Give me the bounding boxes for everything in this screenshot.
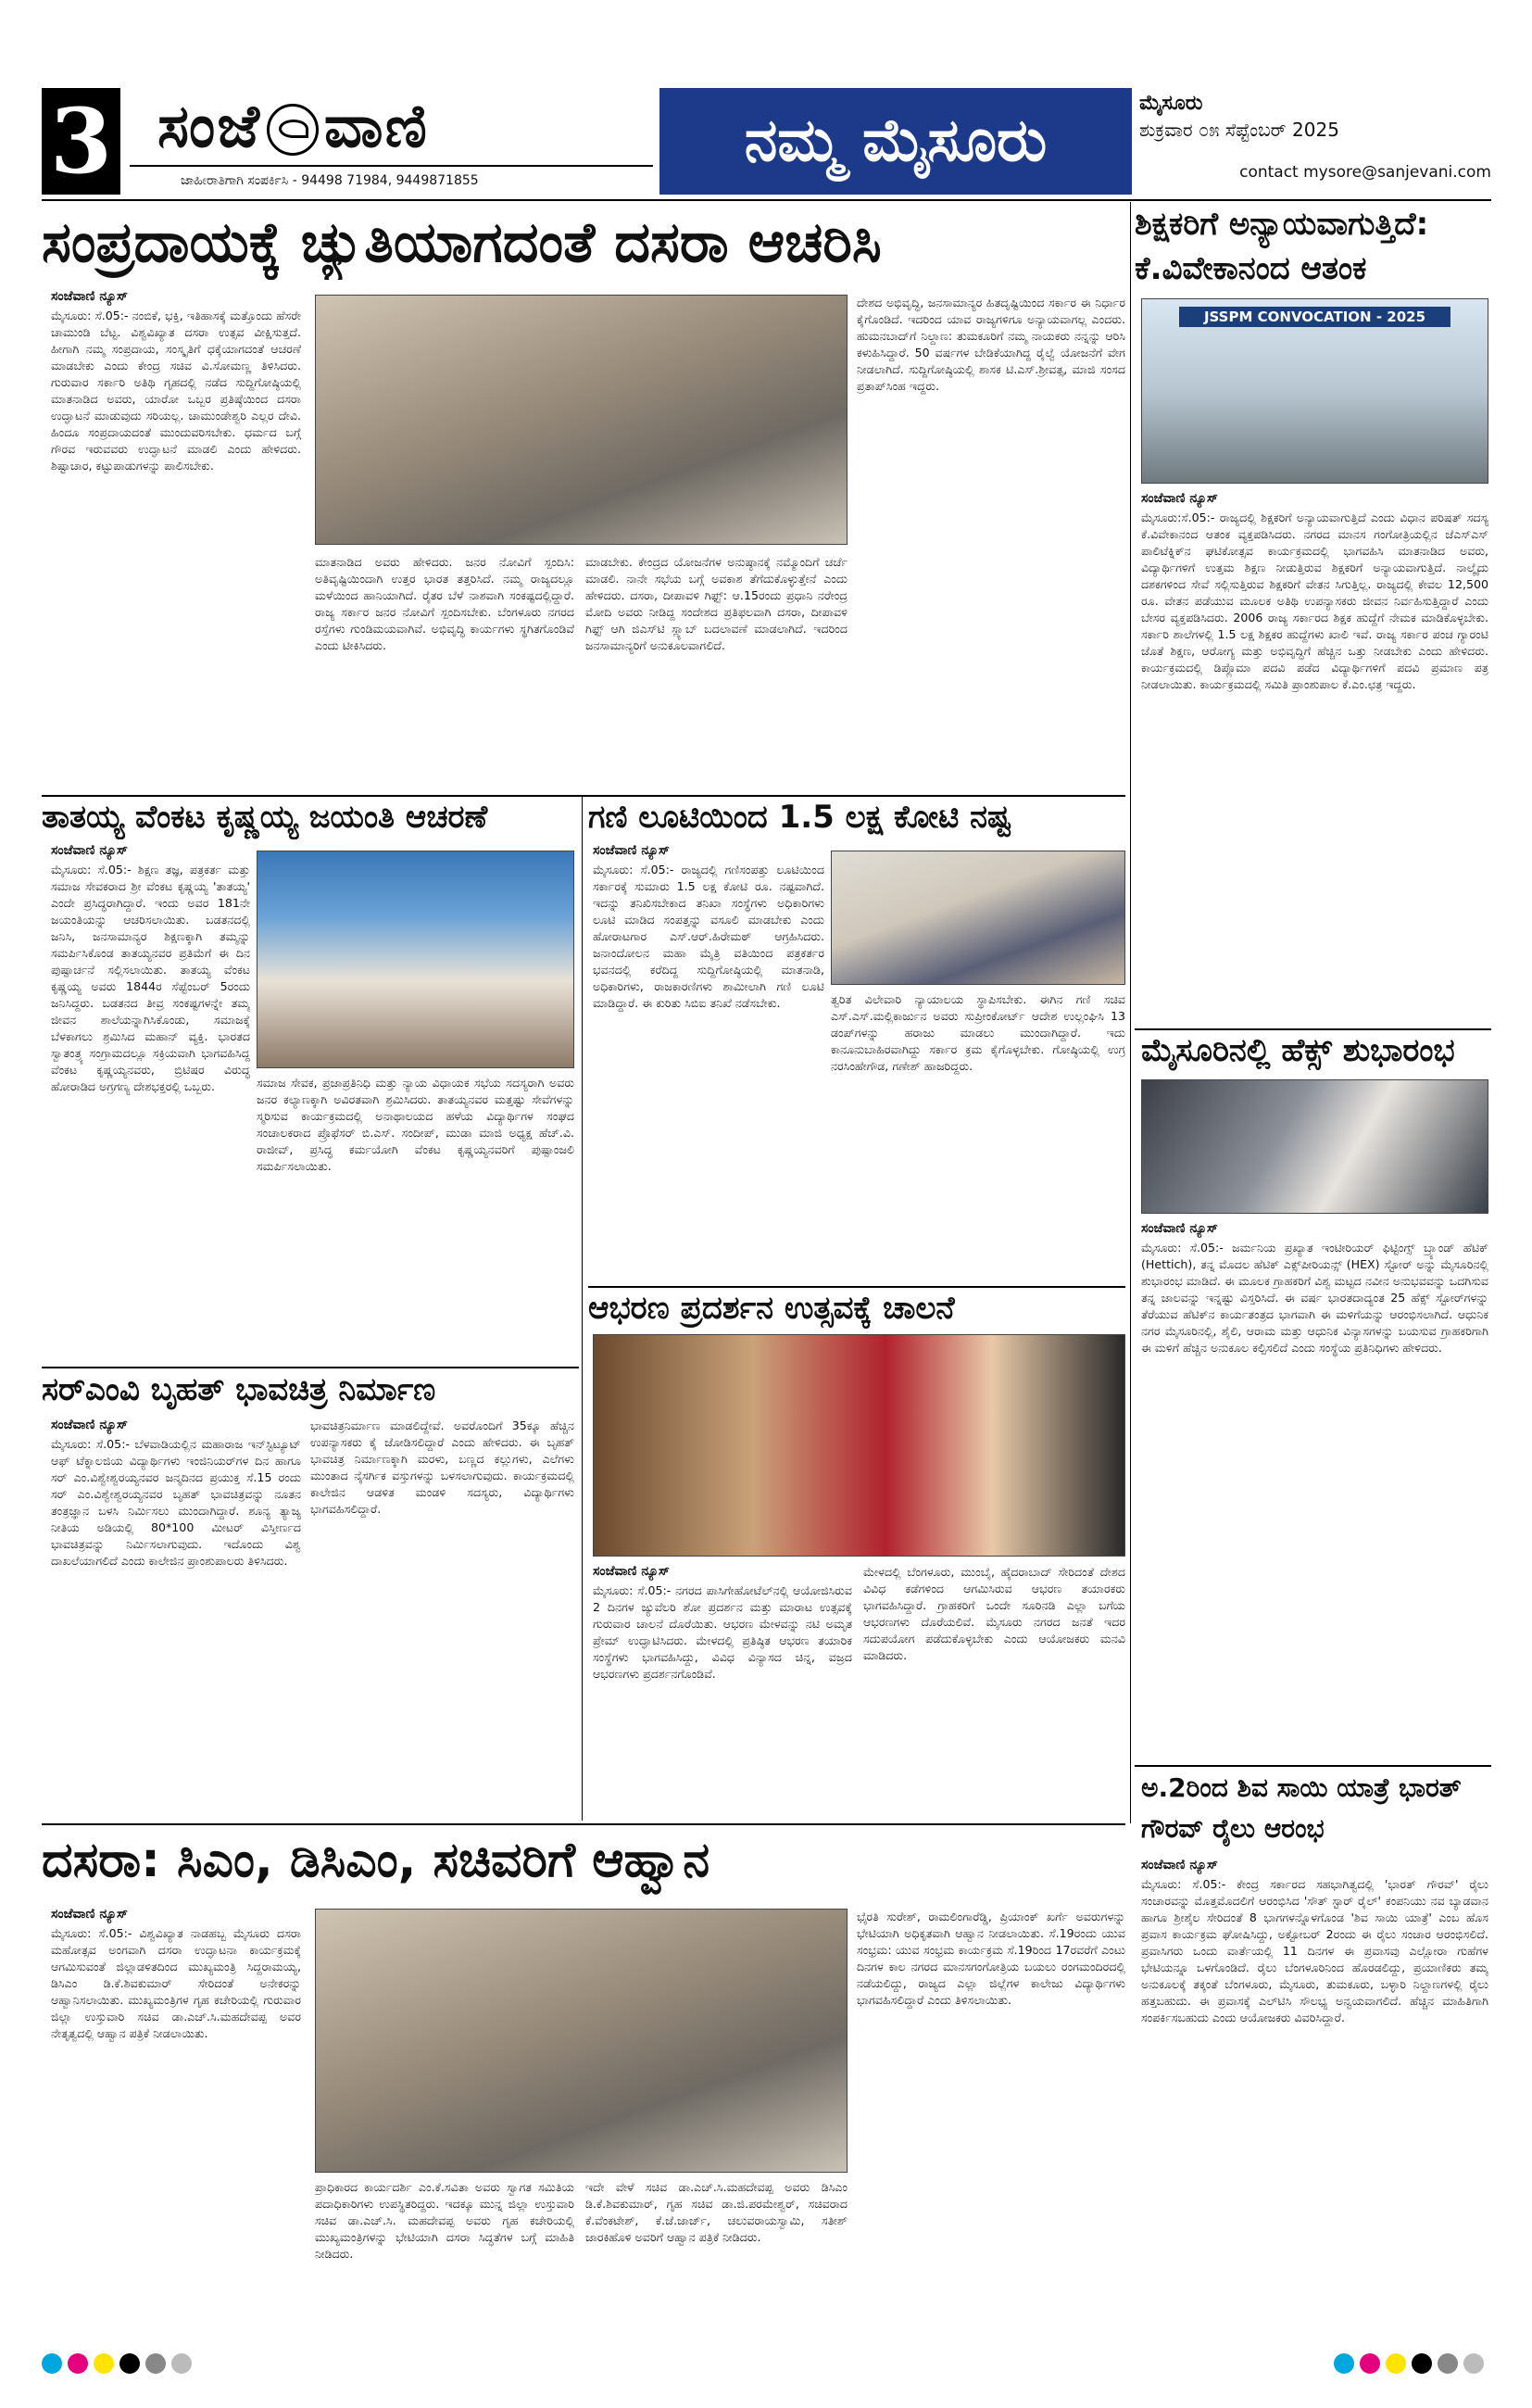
rule	[1135, 1765, 1491, 1767]
black-swatch	[119, 2353, 140, 2374]
hex-photo	[1141, 1079, 1488, 1214]
dasara-col4: ಭೈರತಿ ಸುರೇಶ್, ರಾಮಲಿಂಗಾರೆಡ್ಡಿ, ಪ್ರಿಯಾಂಕ್ ಖರ್ಗೆ ಅವರುಗಳನ್ನು ಭೇಟಿಯಾಗಿ ಅಧಿಕೃತವಾಗಿ ಆಹ್ವಾನ ನೀಡಲಾಯಿತು. ಸೆ.19ರಂದು ಯುವ ಸಂಭ್ರಮ: ಯುವ ಸಂಭ್ರಮ ಕಾರ್ಯಕ್ರಮ ಸೆ.19ರಿಂದ 17ರವರೆಗೆ ಎಂಟು ದಿನಗಳ ಕಾಲ ನಗರದ ಮಾನಸಗಂಗೋತ್ರಿಯ ಬಯಲು ರಂಗಮಂದಿರದಲ್ಲಿ ನಡೆಯಲಿದ್ದು, ರಾಜ್ಯದ ಎಲ್ಲಾ ಜಿಲ್ಲೆಗಳ ಕಾಲೇಜು ವಿದ್ಯಾರ್ಥಿಗಳು ಭಾಗವಹಿಸಲಿದ್ದಾರೆ ಎಂದು ತಿಳಿಸಲಾಯಿತು.	[857, 1910, 1125, 2007]
magenta-swatch	[68, 2353, 88, 2374]
jewel-photo	[593, 1334, 1125, 1557]
light-gray-swatch	[1463, 2353, 1484, 2374]
lead-col3: ಮಾಡಬೇಕು. ಕೇಂದ್ರದ ಯೋಜನೆಗಳ ಅನುಷ್ಠಾನಕ್ಕೆ ನಮ್ಮೊಂದಿಗೆ ಚರ್ಚೆ ಮಾಡಲಿ. ನಾನೇ ಸಭೆಯ ಬಗ್ಗೆ ಅವಕಾಶ ತೆಗೆದುಕೊಳ್ಳುತ್ತೇನೆ ಎಂದು ಹೇಳಿದರು. ದಸರಾ, ದೀಪಾವಳಿ ಗಿಫ್ಟ್: ಆ.15ರಂದು ಪ್ರಧಾನಿ ನರೇಂದ್ರ ಮೋದಿ ಅವರು ನೀಡಿದ್ದ ಸಂದೇಶದ ಪ್ರತಿಫಲವಾಗಿ ದಸರಾ, ದೀಪಾವಳಿ ಗಿಫ್ಟ್ ಆಗಿ ಜಿಎಸ್‌ಟಿ ಸ್ಲ್ಯಾಬ್ ಬದಲಾವಣೆ ಮಾಡಲಾಗಿದೆ. ಇದರಿಂದ ಜನಸಾಮಾನ್ಯರಿಗೆ ಅನುಕೂಲವಾಗಲಿದೆ.	[585, 555, 848, 652]
dasara-col1: ಮೈಸೂರು: ಸೆ.05:- ವಿಶ್ವವಿಖ್ಯಾತ ನಾಡಹಬ್ಬ ಮೈಸೂರು ದಸರಾ ಮಹೋತ್ಸವ ಅಂಗವಾಗಿ ದಸರಾ ಉದ್ಘಾಟನಾ ಕಾರ್ಯಕ್ರಮಕ್ಕೆ ಆಗಮಿಸುವಂತೆ ಜಿಲ್ಲಾಡಳಿತದಿಂದ ಮುಖ್ಯಮಂತ್ರಿ ಸಿದ್ದರಾಮಯ್ಯ, ಡಿಸಿಎಂ ಡಿ.ಕೆ.ಶಿವಕುಮಾರ್ ಸೇರಿದಂತೆ ಅನೇಕರನ್ನು ಆಹ್ವಾನಿಸಲಾಯಿತು. ಮುಖ್ಯಮಂತ್ರಿಗಳ ಗೃಹ ಕಚೇರಿಯಲ್ಲಿ ಗುರುವಾರ ಜಿಲ್ಲಾ ಉಸ್ತುವಾರಿ ಸಚಿವ ಡಾ.ಎಚ್.ಸಿ.ಮಹದೇವಪ್ಪ ಅವರ ನೇತೃತ್ವದಲ್ಲಿ ಆಹ್ವಾನ ಪತ್ರಿಕೆ ನೀಡಲಾಯಿತು.	[51, 1926, 301, 2040]
jewel-byline: ಸಂಜೆವಾಣಿ ನ್ಯೂಸ್	[593, 1564, 670, 1579]
teacher-headline: ಶಿಕ್ಷಕರಿಗೆ ಅನ್ಯಾಯವಾಗುತ್ತಿದೆ: ಕೆ.ವಿವೇಕಾನಂದ ಆತಂಕ	[1135, 206, 1429, 287]
tatayya-headline: ತಾತಯ್ಯ ವೆಂಕಟ ಕೃಷ್ಣಯ್ಯ ಜಯಂತಿ ಆಚರಣೆ	[42, 799, 488, 836]
mural-body: ಮೈಸೂರು: ಸೆ.05:- ಬೆಳವಾಡಿಯಲ್ಲಿನ ಮಹಾರಾಜ ಇನ್‌ಸ್ಟಿಟ್ಯೂಟ್ ಆಫ್ ಟೆಕ್ನಾಲಜಿಯ ವಿದ್ಯಾರ್ಥಿಗಳು ಇಂಜಿನಿಯರ್‌ಗಳ ದಿನ ಹಾಗೂ ಸರ್ ಎಂ.ವಿಶ್ವೇಶ್ವರಯ್ಯನವರ ಜನ್ಮದಿನದ ಪ್ರಯುಕ್ತ ಸೆ.15 ರಂದು ಸರ್ ಎಂ.ವಿಶ್ವೇಶ್ವರಯ್ಯನವರ ಬೃಹತ್ ಭಾವಚಿತ್ರವನ್ನು ನೂತನ ತಂತ್ರಜ್ಞಾನ ಬಳಸಿ ನಿರ್ಮಿಸಲು ಮುಂದಾಗಿದ್ದಾರೆ. ಶೂನ್ಯ ತ್ಯಾಜ್ಯ ನೀತಿಯ ಅಡಿಯಲ್ಲಿ 80*100 ಮೀಟರ್ ವಿಸ್ತೀರ್ಣದ ಭಾವಚಿತ್ರವನ್ನು ನಿರ್ಮಿಸಲಾಗುವುದು. ಇದೊಂದು ವಿಶ್ವ ದಾಖಲೆಯಾಗಲಿದೆ ಎಂದು ಕಾಲೇಜಿನ ಪ್ರಾಂಶುಪಾಲರು ತಿಳಿಸಿದರು.	[51, 1437, 301, 1568]
loot-body: ಮೈಸೂರು: ಸೆ.05:- ರಾಜ್ಯದಲ್ಲಿ ಗಣಿಸಂಪತ್ತು ಲೂಟಿಯಿಂದ ಸರ್ಕಾರಕ್ಕೆ ಸುಮಾರು 1.5 ಲಕ್ಷ ಕೋಟಿ ರೂ. ನಷ್ಟವಾಗಿದೆ. ಇದನ್ನು ತನಿಖಿಸಬೇಕಾದ ತನಿಖಾ ಸಂಸ್ಥೆಗಳು ಅಧಿಕಾರಿಗಳು ಲೂಟಿ ಮಾಡಿದ ಸಂಪತ್ತನ್ನು ವಸೂಲಿ ಮಾಡಬೇಕು ಎಂದು ಹೋರಾಟಗಾರ ಎಸ್.ಆರ್.ಹಿರೇಮಠ್ ಆಗ್ರಹಿಸಿದರು. ಜನಾಂದೋಲನ ಮಹಾ ಮೈತ್ರಿ ವತಿಯಿಂದ ಪತ್ರಕರ್ತರ ಭವನದಲ್ಲಿ ಕರೆದಿದ್ದ ಸುದ್ದಿಗೋಷ್ಠಿಯಲ್ಲಿ ಮಾತನಾಡಿ, ಅಧಿಕಾರಿಗಳು, ರಾಜಕಾರಣಿಗಳು ಶಾಮೀಲಾಗಿ ಗಣಿ ಲೂಟಿ ಮಾಡಿದ್ದಾರೆ. ಈ ಕುರಿತು ಸಿಬಿಐ ತನಿಖೆ ನಡೆಸಬೇಕು.	[593, 863, 824, 1010]
lead-byline: ಸಂಜೆವಾಣಿ ನ್ಯೂಸ್	[51, 289, 128, 304]
section-title: ನಮ್ಮ ಮೈಸೂರು	[659, 88, 1132, 195]
dove-icon	[267, 104, 319, 156]
tatayya-byline: ಸಂಜೆವಾಣಿ ನ್ಯೂಸ್	[51, 843, 128, 858]
cyan-swatch	[42, 2353, 62, 2374]
column-divider	[1130, 202, 1131, 1823]
train-headline: ಅ.2ರಿಂದ ಶಿವ ಸಾಯಿ ಯಾತ್ರೆ ಭಾರತ್ ಗೌರವ್ ರೈಲು ಆರಂಭ	[1141, 1772, 1462, 1844]
dasara-col3: ಇದೇ ವೇಳೆ ಸಚಿವ ಡಾ.ಎಚ್.ಸಿ.ಮಹದೇವಪ್ಪ ಅವರು ಡಿಸಿಎಂ ಡಿ.ಕೆ.ಶಿವಕುಮಾರ್, ಗೃಹ ಸಚಿವ ಡಾ.ಜಿ.ಪರಮೇಶ್ವರ್, ಸಚಿವರಾದ ಕೆ.ವೆಂಕಟೇಶ್, ಕೆ.ಜೆ.ಜಾರ್ಜ್, ಚಲುವರಾಯಸ್ವಾಮಿ, ಸತೀಶ್ ಜಾರಕಿಹೊಳಿ ಅವರಿಗೆ ಆಹ್ವಾನ ಪತ್ರಿಕೆ ನೀಡಿದರು.	[585, 2180, 848, 2244]
jewel-body: ಮೈಸೂರು: ಸೆ.05:- ನಗರದ ಪಾಸಿಗೇಹೋಟೆಲ್‌ನಲ್ಲಿ ಆಯೋಜಿಸಿರುವ 2 ದಿನಗಳ ಜ್ಯುವೆಲರಿ ಶೋ ಪ್ರದರ್ಶನ ಮತ್ತು ಮಾರಾಟ ಉತ್ಸವಕ್ಕೆ ಗುರುವಾರ ಚಾಲನೆ ದೊರೆಯಿತು. ಆಭರಣ ಮೇಳವನ್ನು ನಟಿ ಅಮೃತ ಪ್ರೇಮ್ ಉದ್ಘಾಟಿಸಿದರು. ಮೇಳದಲ್ಲಿ ಪ್ರತಿಷ್ಠಿತ ಆಭರಣ ತಯಾರಿಕ ಸಂಸ್ಥೆಗಳು ಭಾಗವಹಿಸಿದ್ದು, ವಿವಿಧ ವಿನ್ಯಾಸದ ಚಿನ್ನ, ವಜ್ರದ ಆಭರಣಗಳು ಪ್ರದರ್ಶನಗೊಂಡಿವೆ.	[593, 1583, 852, 1681]
convocation-banner: JSSPM CONVOCATION - 2025	[1179, 307, 1450, 327]
jewel-body2: ಮೇಳದಲ್ಲಿ ಬೆಂಗಳೂರು, ಮುಂಬೈ, ಹೈದರಾಬಾದ್ ಸೇರಿದಂತೆ ದೇಶದ ವಿವಿಧ ಕಡೆಗಳಿಂದ ಆಗಮಿಸಿರುವ ಆಭರಣ ತಯಾರಕರು ಭಾಗವಹಿಸಿದ್ದಾರೆ. ಗ್ರಾಹಕರಿಗೆ ಒಂದೇ ಸೂರಿನಡಿ ಎಲ್ಲಾ ಬಗೆಯ ಆಭರಣಗಳು ದೊರೆಯಲಿವೆ. ಮೈಸೂರು ನಗರದ ಜನತೆ ಇದರ ಸದುಪಯೋಗ ಪಡೆದುಕೊಳ್ಳಬೇಕು ಎಂದು ಆಯೋಜಕರು ಮನವಿ ಮಾಡಿದರು.	[863, 1565, 1125, 1662]
dasara-headline: ದಸರಾ: ಸಿಎಂ, ಡಿಸಿಎಂ, ಸಚಿವರಿಗೆ ಆಹ್ವಾನ	[42, 1833, 710, 1888]
hex-body: ಮೈಸೂರು: ಸೆ.05:- ಜರ್ಮನಿಯ ಪ್ರಖ್ಯಾತ ಇಂಟೀರಿಯರ್ ಫಿಟ್ಟಿಂಗ್ಸ್ ಬ್ರ್ಯಾಂಡ್ ಹೆಟಿಕ್ (Hettich), ತನ್ನ ಮೊದಲ ಹೆಟಿಕ್ ಎಕ್ಸ್‌ಪೀರಿಯನ್ಸ್ (HEX) ಸ್ಟೋರ್ ಅನ್ನು ಮೈಸೂರಿನಲ್ಲಿ ಶುಭಾರಂಭ ಮಾಡಿದೆ. ಈ ಮೂಲಕ ಗ್ರಾಹಕರಿಗೆ ವಿಶ್ವ ಮಟ್ಟದ ನವೀನ ಅನುಭವವನ್ನು ಒದಗಿಸುವ ತನ್ನ ಜಾಲವನ್ನು ಇನ್ನಷ್ಟು ವಿಸ್ತರಿಸಿದೆ. ಈ ವರ್ಷ ಭಾರತದಾದ್ಯಂತ 25 ಹೆಕ್ಸ್ ಸ್ಟೋರ್‌ಗಳನ್ನು ತೆರೆಯುವ ಹೆಟಿಕ್‌ನ ಕಾರ್ಯತಂತ್ರದ ಭಾಗವಾಗಿ ಈ ಮಳಿಗೆಯನ್ನು ಆರಂಭಿಸಲಾಗಿದೆ. ಆಧುನಿಕ ನಗರ ಮೈಸೂರಿನಲ್ಲಿ, ಶೈಲಿ, ಆರಾಮ ಮತ್ತು ಆಧುನಿಕ ವಿನ್ಯಾಸಗಳನ್ನು ಬಯಸುವ ಗ್ರಾಹಕರಿಗಾಗಿ ಈ ಮಳಿಗೆ ಹೆಚ್ಚಿನ ಅನುಕೂಲ ಕಲ್ಪಿಸಲಿದೆ ಎಂದು ಸಂಸ್ಥೆಯ ಪ್ರತಿನಿಧಿಗಳು ಹೇಳಿದರು.	[1141, 1241, 1488, 1355]
yellow-swatch	[1386, 2353, 1406, 2374]
mural-byline: ಸಂಜೆವಾಣಿ ನ್ಯೂಸ್	[51, 1418, 128, 1432]
header-rule	[42, 199, 1491, 201]
city-label: ಮೈಸೂರು	[1139, 92, 1203, 115]
color-registration-left	[42, 2353, 320, 2381]
light-gray-swatch	[171, 2353, 192, 2374]
dateline	[1139, 88, 1491, 195]
teacher-byline: ಸಂಜೆವಾಣಿ ನ್ಯೂಸ್	[1141, 491, 1218, 506]
date-label: ಶುಕ್ರವಾರ ೦೫ ಸೆಪ್ಟೆಂಬರ್ 2025	[1139, 119, 1339, 141]
gray-swatch	[145, 2353, 166, 2374]
hex-headline: ಮೈಸೂರಿನಲ್ಲಿ ಹೆಕ್ಸ್ ಶುಭಾರಂಭ	[1141, 1032, 1455, 1069]
gray-swatch	[1438, 2353, 1458, 2374]
jewel-headline: ಆಭರಣ ಪ್ರದರ್ಶನ ಉತ್ಸವಕ್ಕೆ ಚಾಲನೆ	[588, 1290, 955, 1327]
tatayya-photo	[257, 851, 574, 1068]
color-registration-right	[1334, 2353, 1501, 2381]
mural-body2: ಭಾವಚಿತ್ರನಿರ್ಮಾಣ ಮಾಡಲಿದ್ದೇವೆ. ಅವರೊಂದಿಗೆ 35ಕ್ಕೂ ಹೆಚ್ಚಿನ ಉಪನ್ಯಾಸಕರು ಕೈ ಜೋಡಿಸಲಿದ್ದಾರೆ ಎಂದು ಹೇಳಿದರು. ಈ ಬೃಹತ್ ಭಾವಚಿತ್ರ ನಿರ್ಮಾಣಕ್ಕಾಗಿ ಮರಳು, ಬಣ್ಣದ ಕಲ್ಲುಗಳು, ಎಲೆಗಳು ಮುಂತಾದ ನೈಸರ್ಗಿಕ ವಸ್ತುಗಳನ್ನು ಬಳಸಲಾಗುವುದು. ಕಾರ್ಯಕ್ರಮದಲ್ಲಿ ಕಾಲೇಜಿನ ಆಡಳಿತ ಮಂಡಳಿ ಸದಸ್ಯರು, ವಿದ್ಯಾರ್ಥಿಗಳು ಭಾಗವಹಿಸಲಿದ್ದಾರೆ.	[310, 1418, 574, 1516]
lead-photo	[315, 295, 848, 545]
teacher-body: ಮೈಸೂರು:ಸೆ.05:- ರಾಜ್ಯದಲ್ಲಿ ಶಿಕ್ಷಕರಿಗೆ ಅನ್ಯಾಯವಾಗುತ್ತಿದೆ ಎಂದು ವಿಧಾನ ಪರಿಷತ್ ಸದಸ್ಯ ಕೆ.ವಿವೇಕಾನಂದ ಆತಂಕ ವ್ಯಕ್ತಪಡಿಸಿದರು. ನಗರದ ಮಾನಸ ಗಂಗೋತ್ರಿಯಲ್ಲಿನ ಜೆಎಸ್‌ಎಸ್ ಪಾಲಿಟೆಕ್ನಿಕ್‌ನ ಘಟಿಕೋತ್ಸವ ಕಾರ್ಯಕ್ರಮದಲ್ಲಿ ಭಾಗವಹಿಸಿ ಮಾತನಾಡಿದ ಅವರು, ವಿದ್ಯಾರ್ಥಿಗಳಿಗೆ ಉತ್ತಮ ಶಿಕ್ಷಣ ನೀಡುತ್ತಿರುವ ಶಿಕ್ಷಕರಿಗೆ ಅನ್ಯಾಯವಾಗುತ್ತಿದೆ. ನಾಲ್ಕೈದು ದಶಕಗಳಿಂದ ಸೇವೆ ಸಲ್ಲಿಸುತ್ತಿರುವ ಶಿಕ್ಷಕರಿಗೆ ವೇತನ ಸಿಗುತ್ತಿಲ್ಲ. ರಾಜ್ಯದಲ್ಲಿ ಕೇವಲ 12,500 ರೂ. ವೇತನ ಪಡೆಯುವ ಮೂಲಕ ಅತಿಥಿ ಉಪನ್ಯಾಸಕರು ಜೀವನ ನಿರ್ವಹಿಸುತ್ತಿದ್ದಾರೆ ಎಂದು ಬೇಸರ ವ್ಯಕ್ತಪಡಿಸಿದರು. 2006 ರಾಜ್ಯ ಸರ್ಕಾರದ ಶಿಕ್ಷಕ ಹುದ್ದೆಗೆ ನೇಮಕ ಮಾಡಿಕೊಳ್ಳಬೇಕು. ಸರ್ಕಾರಿ ಶಾಲೆಗಳಲ್ಲಿ 1.5 ಲಕ್ಷ ಶಿಕ್ಷಕರ ಹುದ್ದೆಗಳು ಖಾಲಿ ಇವೆ. ರಾಜ್ಯ ಸರ್ಕಾರ ಪಂಚ ಗ್ಯಾರಂಟಿ ಜೊತೆ ಶಿಕ್ಷಣ, ಆರೋಗ್ಯ ಮತ್ತು ಅಭಿವೃದ್ಧಿಗೆ ಹೆಚ್ಚಿನ ಒತ್ತು ನೀಡಬೇಕು ಎಂದು ಹೇಳಿದರು. ಕಾರ್ಯಕ್ರಮದಲ್ಲಿ ಡಿಪ್ಲೊಮಾ ಪದವಿ ಪಡೆದ ವಿದ್ಯಾರ್ಥಿಗಳಿಗೆ ಪದವಿ ಪ್ರಮಾಣ ಪತ್ರ ನೀಡಲಾಯಿತು. ಕಾರ್ಯಕ್ರಮದಲ್ಲಿ ಸಮಿತಿ ಪ್ರಾಂಶುಪಾಲ ಕೆ.ಎಂ.ಛತ್ರ ಇದ್ದರು.	[1141, 511, 1488, 691]
hex-byline: ಸಂಜೆವಾಣಿ ನ್ಯೂಸ್	[1141, 1221, 1218, 1236]
rule	[42, 1367, 579, 1368]
loot-body2: ತ್ವರಿತ ವಿಲೇವಾರಿ ನ್ಯಾಯಾಲಯ ಸ್ಥಾಪಿಸಬೇಕು. ಈಗಿನ ಗಣಿ ಸಚಿವ ಎಸ್.ಎಸ್.ಮಲ್ಲಿಕಾರ್ಜುನ ಅವರು ಸುಪ್ರೀಂಕೋರ್ಟ್ ಆದೇಶ ಉಲ್ಲಂಘಿಸಿ 13 ಡಂಪ್‌ಗಳನ್ನು ಹರಾಜು ಮಾಡಲು ಮುಂದಾಗಿದ್ದಾರೆ. ಇದು ಕಾನೂನುಬಾಹಿರವಾಗಿದ್ದು ಸರ್ಕಾರ ಕ್ರಮ ಕೈಗೊಳ್ಳಬೇಕು. ಗೋಷ್ಠಿಯಲ್ಲಿ ಉಗ್ರ ನರಸಿಂಹೇಗೌಡ, ಗಣೇಶ್ ಹಾಜರಿದ್ದರು.	[831, 992, 1125, 1073]
teacher-photo	[1141, 298, 1488, 484]
train-byline: ಸಂಜೆವಾಣಿ ನ್ಯೂಸ್	[1141, 1858, 1218, 1872]
mural-headline: ಸರ್‌ಎಂವಿ ಬೃಹತ್ ಭಾವಚಿತ್ರ ನಿರ್ಮಾಣ	[42, 1371, 436, 1408]
train-body: ಮೈಸೂರು: ಸೆ.05:- ಕೇಂದ್ರ ಸರ್ಕಾರದ ಸಹಭಾಗಿತ್ವದಲ್ಲಿ 'ಭಾರತ್ ಗೌರವ್' ರೈಲು ಸಂಚಾರವನ್ನು ಮೊತ್ತಮೊದಲಿಗೆ ಆರಂಭಿಸಿದ 'ಸೌತ್ ಸ್ಟಾರ್ ರೈಲ್' ಕಂಪನಿಯು ನವ ಬ್ಯಾಡವಾನ ಹಾಗೂ ಶ್ರೀಶೈಲ ಸೇರಿದಂತೆ 8 ಭಾಗಗಳನ್ನೊಳಗೊಂಡ 'ಶಿವ ಸಾಯಿ ಯಾತ್ರೆ' ಎಂಬ ಹೊಸ ಪ್ರವಾಸ ಕಾರ್ಯಕ್ರಮ ಘೋಷಿಸಿದ್ದು, ಅಕ್ಟೋಬರ್ 2ರಂದು ಈ ರೈಲು ಸಂಚಾರ ಆರಂಭಿಸಲಿದೆ. ಪ್ರವಾಸಿಗರು ಒಂದು ವಾರ್ತೆಯಲ್ಲಿ 11 ದಿನಗಳ ಈ ಪ್ರವಾಸವು ಎಲ್ಲೋರಾ ಗುಹೆಗಳ ಭೇಟಿಯನ್ನೂ ಒಳಗೊಂಡಿದೆ. ರೈಲು ಬೆಂಗಳೂರಿನಿಂದ ಹೊರಡಲಿದ್ದು, ಪ್ರಯಾಣಿಕರು ತಮ್ಮ ಅನುಕೂಲಕ್ಕೆ ತಕ್ಕಂತೆ ಬೆಂಗಳೂರು, ಮೈಸೂರು, ತುಮಕೂರು, ಬಳ್ಳಾರಿ ನಿಲ್ದಾಣಗಳಲ್ಲಿ ರೈಲು ಹತ್ತಬಹುದು. ಈ ಪ್ರವಾಸಕ್ಕೆ ಎಲ್‌ಟಿಸಿ ಸೌಲಭ್ಯ ಅನ್ವಯವಾಗಲಿದೆ. ಹೆಚ್ಚಿನ ಮಾಹಿತಿಗಾಗಿ ಸಂಪರ್ಕಿಸಬಹುದು ಎಂದು ಆಯೋಜಕರು ವಿವರಿಸಿದ್ದಾರೆ.	[1141, 1877, 1488, 2024]
masthead-right: ವಾಣಿ	[323, 93, 429, 161]
ad-contact: ಜಾಹೀರಾತಿಗಾಗಿ ಸಂಪರ್ಕಿಸಿ - 94498 71984, 9449871855	[181, 173, 479, 188]
tatayya-body2: ಸಮಾಜ ಸೇವಕ, ಪ್ರಜಾಪ್ರತಿನಿಧಿ ಮತ್ತು ನ್ಯಾಯ ವಿಧಾಯಕ ಸಭೆಯ ಸದಸ್ಯರಾಗಿ ಅವರು ಜನರ ಕಲ್ಯಾಣಕ್ಕಾಗಿ ಅವಿರತವಾಗಿ ಶ್ರಮಿಸಿದರು. ತಾತಯ್ಯನವರ ಮತ್ತಷ್ಟು ಸೇವೆಗಳನ್ನು ಸ್ಮರಿಸುವ ಕಾರ್ಯಕ್ರಮದಲ್ಲಿ ಅನಾಥಾಲಯದ ಹಳೆಯ ವಿದ್ಯಾರ್ಥಿಗಳ ಸಂಘದ ಸಂಚಾಲಕರಾದ ಪ್ರೊಫೆಸರ್ ಬಿ.ಎಸ್. ಸಂದೀಪ್, ಮುಡಾ ಮಾಜಿ ಅಧ್ಯಕ್ಷ ಹೆಚ್.ವಿ. ರಾಜೀವ್, ಪ್ರಸಿದ್ಧ ಕರ್ಮಯೋಗಿ ವೆಂಕಟ ಕೃಷ್ಣಯ್ಯನವರಿಗೆ ಪುಷ್ಪಾಂಜಲಿ ಸಮರ್ಪಿಸಲಾಯಿತು.	[257, 1076, 574, 1173]
lead-col4: ದೇಶದ ಅಭಿವೃದ್ಧಿ, ಜನಸಾಮಾನ್ಯರ ಹಿತದೃಷ್ಟಿಯಿಂದ ಸರ್ಕಾರ ಈ ನಿರ್ಧಾರ ಕೈಗೊಂಡಿದೆ. ಇದರಿಂದ ಯಾವ ರಾಜ್ಯಗಳಿಗೂ ಅನ್ಯಾಯವಾಗಲ್ಲ ಎಂದರು. ಹುಮನಬಾದ್‌ಗೆ ನಿಲ್ದಾಣ: ತುಮಕೂರಿಗೆ ನಮ್ಮ ನಾಯಕರು ನನ್ನನ್ನು ಆರಿಸಿ ಕಳುಹಿಸಿದ್ದಾರೆ. 50 ವರ್ಷಗಳ ಬೇಡಿಕೆಯಾಗಿದ್ದ ರೈಲ್ವೆ ಯೋಜನೆಗೆ ವೇಗ ನೀಡಲಾಗಿದೆ. ಸುದ್ದಿಗೋಷ್ಠಿಯಲ್ಲಿ ಶಾಸಕ ಟಿ.ಎಸ್.ಶ್ರೀವತ್ಸ, ಮಾಜಿ ಸಂಸದ ಪ್ರತಾಪ್‌ಸಿಂಹ ಇದ್ದರು.	[857, 296, 1125, 393]
masthead-logo	[157, 93, 429, 161]
black-swatch	[1412, 2353, 1432, 2374]
masthead-left: ಸಂಜೆ	[157, 93, 261, 161]
lead-col1: ಮೈಸೂರು: ಸೆ.05:- ನಂಬಿಕೆ, ಭಕ್ತಿ, ಇತಿಹಾಸಕ್ಕೆ ಮತ್ತೊಂದು ಹೆಸರೇ ಚಾಮುಂಡಿ ಬೆಟ್ಟ. ವಿಶ್ವವಿಖ್ಯಾತ ದಸರಾ ಉತ್ಸವ ವೀಕ್ಷಿಸುತ್ತದೆ. ಹೀಗಾಗಿ ನಮ್ಮ ಸಂಪ್ರದಾಯ, ಸಂಸ್ಕೃತಿಗೆ ಧಕ್ಕೆಯಾಗದಂತೆ ಆಚರಣೆ ಮಾಡಬೇಕು ಎಂದು ಕೇಂದ್ರ ಸಚಿವ ವಿ.ಸೋಮಣ್ಣ ತಿಳಿಸಿದರು. ಗುರುವಾರ ಸರ್ಕಾರಿ ಅತಿಥಿ ಗೃಹದಲ್ಲಿ ನಡೆದ ಸುದ್ದಿಗೋಷ್ಠಿಯಲ್ಲಿ ಮಾತನಾಡಿದ ಅವರು, ಯಾರೋ ಒಬ್ಬರ ಪ್ರತಿಷ್ಠೆಯಿಂದ ದಸರಾ ಉದ್ಘಾಟನೆ ಮಾಡುವುದು ಸರಿಯಲ್ಲ. ಚಾಮುಂಡೇಶ್ವರಿ ಎಲ್ಲರ ದೇವಿ. ಹಿಂದೂ ಸಂಪ್ರದಾಯದಂತೆ ಮುಂದುವರಿಸಬೇಕು. ಧರ್ಮದ ಬಗ್ಗೆ ಗೌರವ ಇರುವವರು ಉದ್ಘಾಟನೆ ಮಾಡಲಿ ಎಂದು ಹೇಳಿದರು. ಶಿಷ್ಟಾಚಾರ, ಕಟ್ಟುಪಾಡುಗಳನ್ನು ಪಾಲಿಸಬೇಕು.	[51, 309, 301, 473]
dasara-byline: ಸಂಜೆವಾಣಿ ನ್ಯೂಸ್	[51, 1907, 128, 1922]
dasara-photo	[315, 1909, 848, 2173]
loot-headline: ಗಣಿ ಲೂಟಿಯಿಂದ 1.5 ಲಕ್ಷ ಕೋಟಿ ನಷ್ಟ	[588, 799, 1011, 836]
dasara-col2: ಪ್ರಾಧಿಕಾರದ ಕಾರ್ಯದರ್ಶಿ ಎಂ.ಕೆ.ಸವಿತಾ ಅವರು ಸ್ವಾಗತ ಸಮಿತಿಯ ಪದಾಧಿಕಾರಿಗಳು ಉಪಸ್ಥಿತರಿದ್ದರು. ಇದಕ್ಕೂ ಮುನ್ನ ಜಿಲ್ಲಾ ಉಸ್ತುವಾರಿ ಸಚಿವ ಡಾ.ಎಚ್.ಸಿ. ಮಹದೇವಪ್ಪ ಅವರು ಗೃಹ ಕಚೇರಿಯಲ್ಲಿ ಮುಖ್ಯಮಂತ್ರಿಗಳನ್ನು ಭೇಟಿಯಾಗಿ ದಸರಾ ಸಿದ್ಧತೆಗಳ ಬಗ್ಗೆ ಮಾಹಿತಿ ನೀಡಿದರು.	[315, 2180, 574, 2261]
column-divider	[582, 797, 583, 1821]
loot-byline: ಸಂಜೆವಾಣಿ ನ್ಯೂಸ್	[593, 843, 670, 858]
lead-headline: ಸಂಪ್ರದಾಯಕ್ಕೆ ಚ್ಯುತಿಯಾಗದಂತೆ ದಸರಾ ಆಚರಿಸಿ	[42, 210, 882, 275]
cyan-swatch	[1334, 2353, 1354, 2374]
loot-photo	[831, 851, 1125, 985]
tatayya-body: ಮೈಸೂರು: ಸೆ.05:- ಶಿಕ್ಷಣ ತಜ್ಞ, ಪತ್ರಕರ್ತ ಮತ್ತು ಸಮಾಜ ಸೇವಕರಾದ ಶ್ರೀ ವೆಂಕಟ ಕೃಷ್ಣಯ್ಯ 'ತಾತಯ್ಯ' ಎಂದೇ ಪ್ರಸಿದ್ಧರಾಗಿದ್ದಾರೆ. ಇಂದು ಅವರ 181ನೇ ಜಯಂತಿಯನ್ನು ಆಚರಿಸಲಾಯಿತು. ಬಡತನದಲ್ಲಿ ಜನಿಸಿ, ಜನಸಾಮಾನ್ಯರ ಶಿಕ್ಷಣಕ್ಕಾಗಿ ತಮ್ಮನ್ನು ಸಮರ್ಪಿಸಿಕೊಂಡ ತಾತಯ್ಯನವರ ಪ್ರತಿಮೆಗೆ ಈ ದಿನ ಪುಷ್ಪಾರ್ಚನೆ ಸಲ್ಲಿಸಲಾಯಿತು. ತಾತಯ್ಯ ವೆಂಕಟ ಕೃಷ್ಣಯ್ಯ ಅವರು 1844ರ ಸೆಪ್ಟೆಂಬರ್ 5ರಂದು ಜನಿಸಿದ್ದರು. ಬಡತನದ ತೀವ್ರ ಸಂಕಷ್ಟಗಳನ್ನೇ ತಮ್ಮ ಜೀವನ ಶಾಲೆಯನ್ನಾಗಿಸಿಕೊಂಡು, ಸಮಾಜಕ್ಕೆ ಬೆಳಕಾಗಲು ಶ್ರಮಿಸಿದ ಮಹಾನ್ ವ್ಯಕ್ತಿ. ಭಾರತದ ಸ್ವಾತಂತ್ರ್ಯ ಸಂಗ್ರಾಮದಲ್ಲೂ ಸಕ್ರಿಯವಾಗಿ ಭಾಗವಹಿಸಿದ್ದ ವೆಂಕಟ ಕೃಷ್ಣಯ್ಯನವರು, ಬ್ರಿಟಿಷರ ವಿರುದ್ಧ ಹೋರಾಡಿದ ಅಗ್ರಗಣ್ಯ ದೇಶಭಕ್ತರಲ್ಲಿ ಒಬ್ಬರು.	[51, 863, 250, 1093]
magenta-swatch	[1360, 2353, 1380, 2374]
lead-col2: ಮಾತನಾಡಿದ ಅವರು ಹೇಳಿದರು. ಜನರ ನೋವಿಗೆ ಸ್ಪಂದಿಸಿ: ಅತಿವೃಷ್ಟಿಯಿಂದಾಗಿ ಉತ್ತರ ಭಾರತ ತತ್ತರಿಸಿದೆ. ನಮ್ಮ ರಾಜ್ಯದಲ್ಲೂ ಮಳೆಯಿಂದ ಹಾನಿಯಾಗಿದೆ. ರೈತರ ಬೆಳೆ ನಾಶವಾಗಿ ಸಂಕಷ್ಟದಲ್ಲಿದ್ದಾರೆ. ರಾಜ್ಯ ಸರ್ಕಾರ ಜನರ ನೋವಿಗೆ ಸ್ಪಂದಿಸಬೇಕು. ಬೆಂಗಳೂರು ನಗರದ ರಸ್ತೆಗಳು ಗುಂಡಿಮಯವಾಗಿವೆ. ಅಭಿವೃದ್ಧಿ ಕಾರ್ಯಗಳು ಸ್ಥಗಿತಗೊಂಡಿವೆ ಎಂದು ಟೀಕಿಸಿದರು.	[315, 555, 574, 652]
page-number: 3	[42, 88, 120, 195]
masthead	[130, 88, 653, 167]
yellow-swatch	[94, 2353, 114, 2374]
email-label: contact mysore@sanjevani.com	[1239, 163, 1491, 182]
